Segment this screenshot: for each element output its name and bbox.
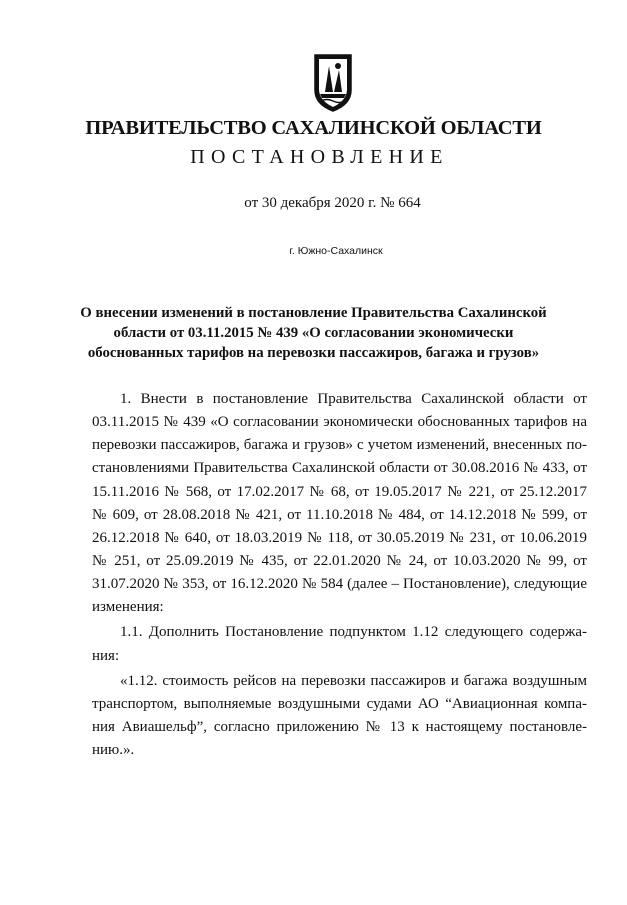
city-name: г. Южно-Сахалинск xyxy=(289,245,383,257)
subject-line: области от 03.11.2015 № 439 «О согласовании экономически xyxy=(113,325,514,341)
text-line: № 251, от 25.09.2019 № 435, от 22.01.2020 № 24, от 10.03.2020 № 99, от xyxy=(92,552,587,569)
subject-line: обоснованных тарифов на перевозки пассажиров, багажа и грузов» xyxy=(87,345,540,361)
paragraph-1-12-quote xyxy=(92,670,587,763)
text-line: 31.07.2020 № 353, от 16.12.2020 № 584 (далее – Постановление), следующие xyxy=(92,576,587,593)
text-line: нию.». xyxy=(92,742,135,759)
text-line: 26.12.2018 № 640, от 18.03.2019 № 118, от 30.05.2019 № 231, от 10.06.2019 xyxy=(92,529,587,546)
text-line: 15.11.2016 № 568, от 17.02.2017 № 68, от 19.05.2017 № 221, от 25.12.2017 xyxy=(92,483,587,500)
decree-subject xyxy=(80,303,547,363)
subject-line: О внесении изменений в постановление Правительства Сахалинской xyxy=(80,305,547,321)
text-line: ния: xyxy=(92,647,120,664)
text-line: ния Авиашельф”, согласно приложению № 13 к настоящему постановле- xyxy=(92,718,587,735)
text-line: перевозки пассажиров, багажа и грузов» с учетом изменений, внесенных по- xyxy=(92,437,587,454)
text-line: «1.12. стоимость рейсов на перевозки пассажиров и багажа воздушным xyxy=(120,672,587,689)
text-line: № 609, от 28.08.2018 № 421, от 11.10.2018 № 484, от 14.12.2018 № 599, от xyxy=(92,506,587,523)
paragraph-1 xyxy=(92,388,587,619)
text-line: становлениями Правительства Сахалинской области от 30.08.2016 № 433, от xyxy=(92,460,587,477)
text-line: 1. Внести в постановление Правительства Сахалинской области от xyxy=(120,391,587,407)
government-title: ПРАВИТЕЛЬСТВО САХАЛИНСКОЙ ОБЛАСТИ xyxy=(85,117,542,139)
text-line: изменения: xyxy=(92,599,164,616)
decree-body xyxy=(92,388,587,762)
text-line: 03.11.2015 № 439 «О согласовании экономически обоснованных тарифов на xyxy=(92,414,587,431)
document-type: ПОСТАНОВЛЕНИЕ xyxy=(190,146,449,168)
sakhalin-coat-of-arms-icon xyxy=(311,52,355,112)
text-line: 1.1. Дополнить Постановление подпунктом 1.12 следующего содержа- xyxy=(120,624,587,641)
paragraph-1-1 xyxy=(92,621,587,667)
text-line: транспортом, выполняемые воздушными судами АО “Авиационная компа- xyxy=(92,695,587,712)
decree-date-number: от 30 декабря 2020 г. № 664 xyxy=(244,195,421,211)
